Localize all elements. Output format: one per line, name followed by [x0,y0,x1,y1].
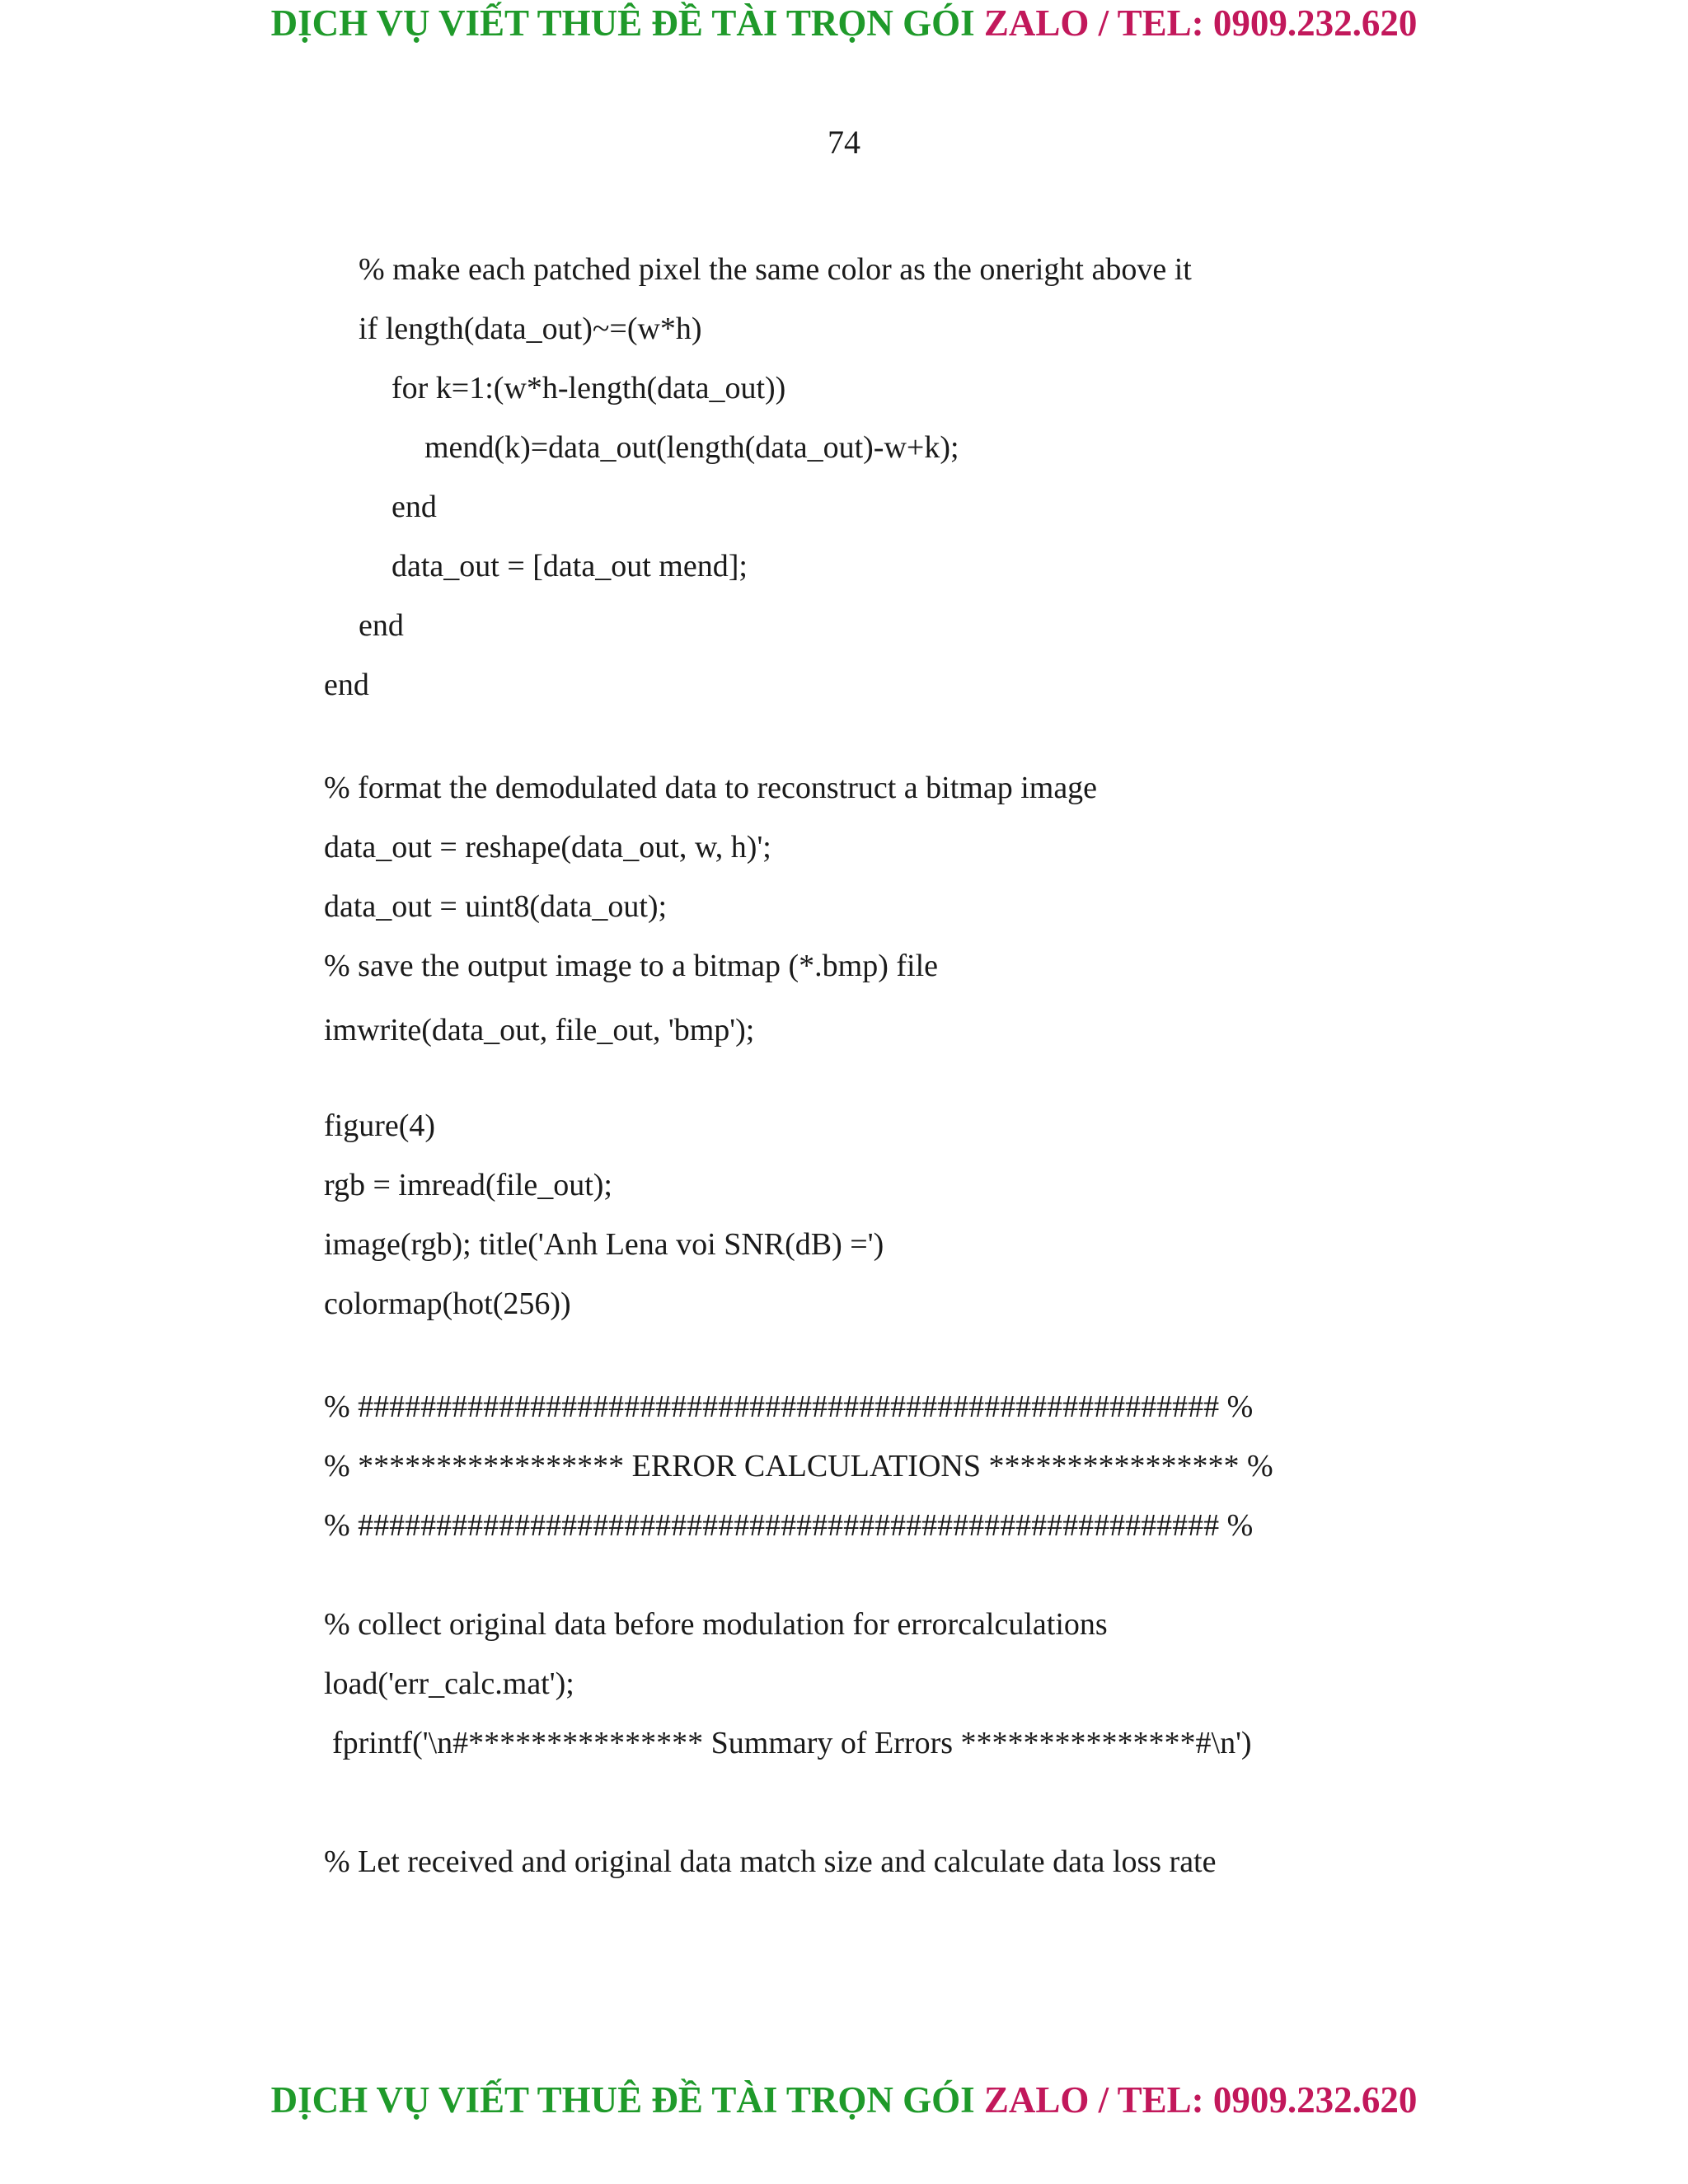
code-line: if length(data_out)~=(w*h) [359,312,702,346]
banner-contact-text: ZALO / TEL: 0909.232.620 [983,2,1418,44]
banner-service-text: DỊCH VỤ VIẾT THUÊ ĐỀ TÀI TRỌN GÓI [270,2,984,44]
code-line: data_out = [data_out mend]; [392,549,748,583]
code-line: % save the output image to a bitmap (*.bmp) file [324,949,939,983]
code-line: end [392,490,437,524]
header-banner [0,0,1688,46]
code-line: image(rgb); title('Anh Lena voi SNR(dB) =') [324,1227,884,1262]
code-line: rgb = imread(file_out); [324,1168,612,1202]
banner-contact-text: ZALO / TEL: 0909.232.620 [983,2079,1418,2121]
code-line: % make each patched pixel the same color as the oneright above it [359,252,1192,287]
code-line: load('err_calc.mat'); [324,1666,574,1701]
code-line: figure(4) [324,1108,436,1143]
code-line: % collect original data before modulation for errorcalculations [324,1607,1108,1642]
code-line: % format the demodulated data to reconstruct a bitmap image [324,771,1098,805]
page-number: 74 [828,124,860,161]
code-line: % ####################################################### % [324,1390,1254,1424]
code-line: fprintf('\n#*************** Summary of Errors ***************#\n') [332,1726,1252,1760]
code-line: data_out = uint8(data_out); [324,889,668,924]
code-line: for k=1:(w*h-length(data_out)) [392,371,786,405]
code-line: colormap(hot(256)) [324,1286,571,1321]
code-line: mend(k)=data_out(length(data_out)-w+k); [424,430,959,465]
code-line: % ***************** ERROR CALCULATIONS **************** % [324,1449,1273,1483]
code-line: imwrite(data_out, file_out, 'bmp'); [324,1013,755,1047]
code-line: end [359,608,404,643]
banner-service-text: DỊCH VỤ VIẾT THUÊ ĐỀ TÀI TRỌN GÓI [270,2079,984,2121]
code-line: data_out = reshape(data_out, w, h)'; [324,830,771,865]
code-line: end [324,668,369,702]
code-line: % Let received and original data match size and calculate data loss rate [324,1844,1217,1879]
code-line: % ####################################################### % [324,1508,1254,1543]
footer-banner [0,2077,1688,2123]
